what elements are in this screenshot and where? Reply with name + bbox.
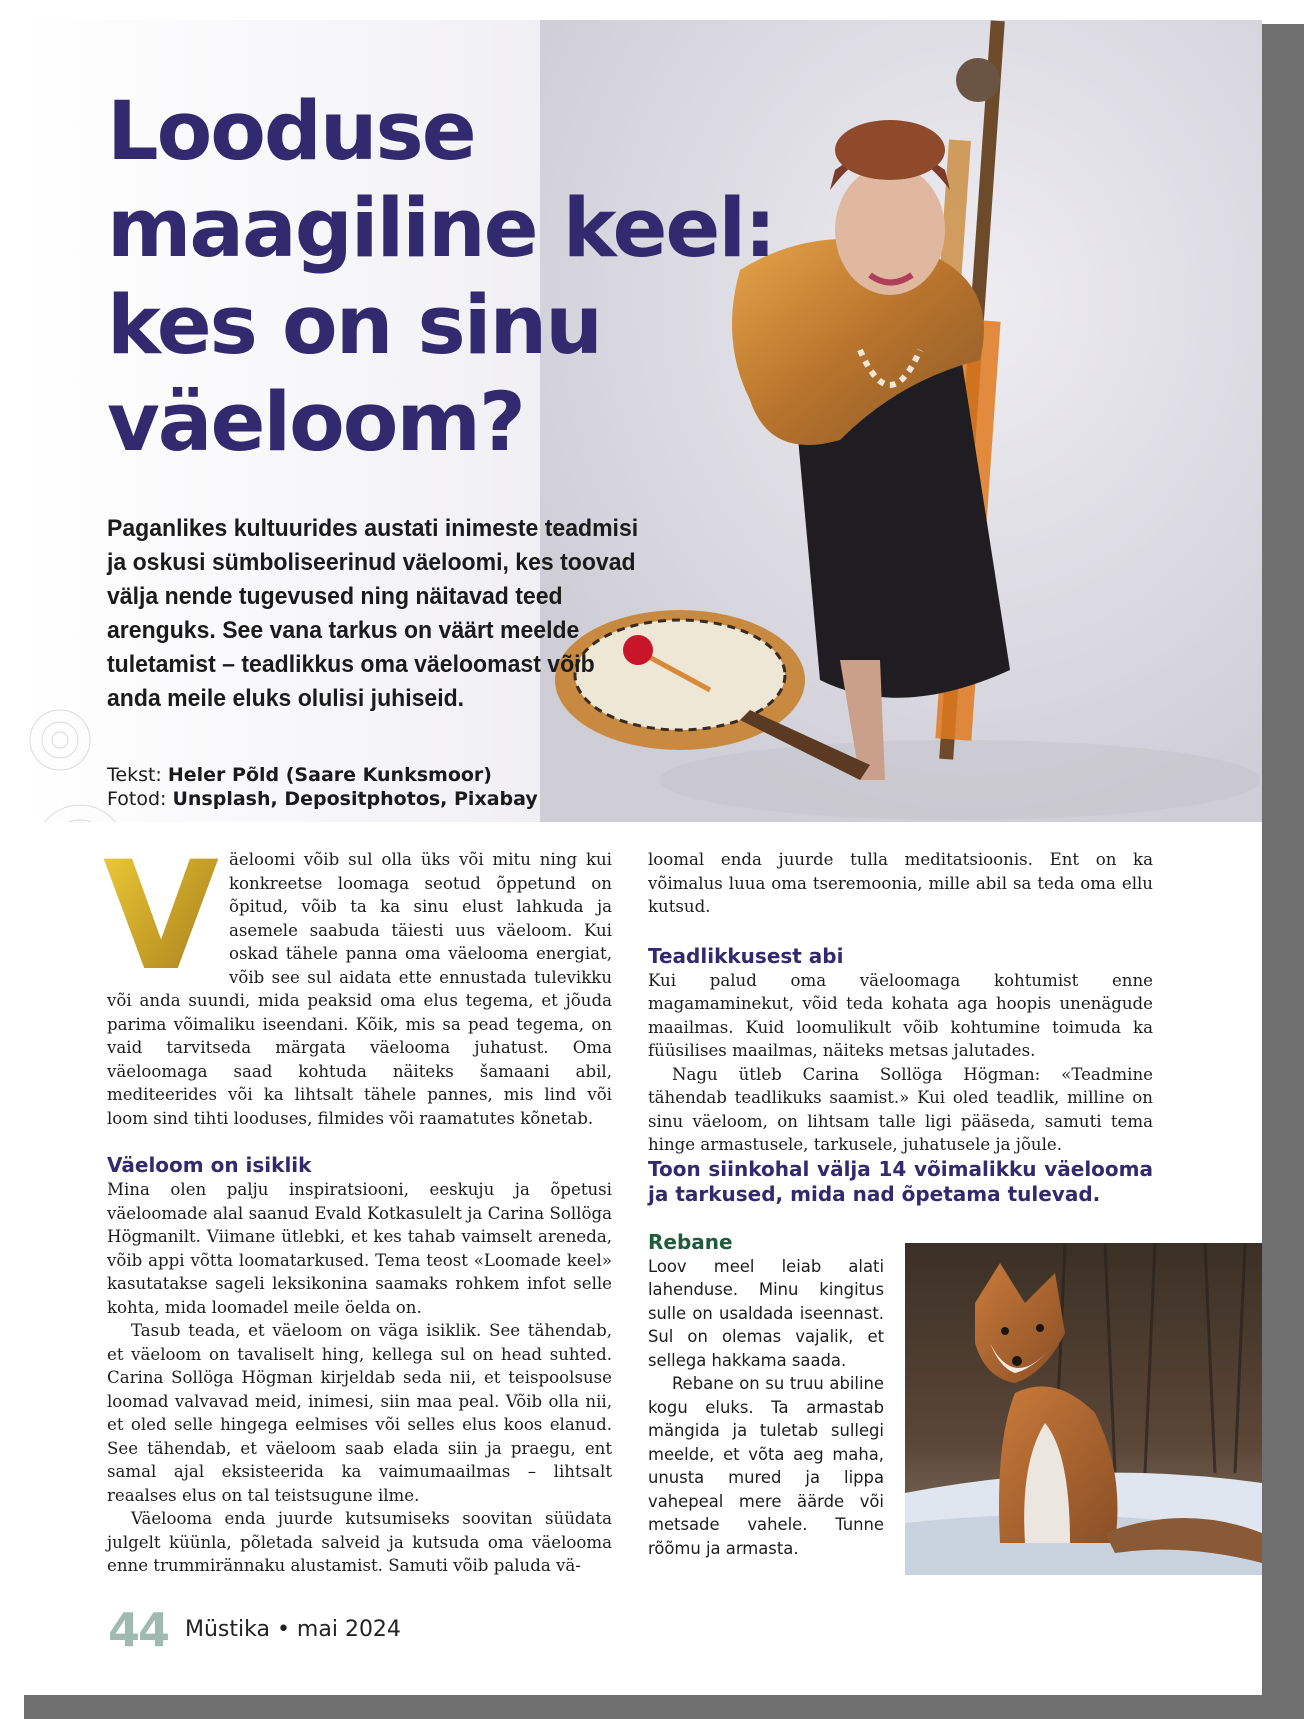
- fox-section: [648, 1229, 884, 1561]
- animal-heading-fox: Rebane: [648, 1229, 733, 1254]
- callout-heading: Toon siinkohal välja 14 võimalikku väelooma ja tarkused, mida nad õpetama tulevad.: [648, 1156, 1153, 1206]
- dropcap-letter: [103, 852, 219, 976]
- lead-paragraph: Paganlikes kultuurides austati inimeste teadmisi ja oskusi sümboliseerinud väeloomi, kes toovad välja nende tugevused ning näitavad teed arenguks. See vana tarkus on väärt meelde tuletamist – teadlikkus oma väeloomast võib anda meile eluks olulisi juhiseid.: [107, 515, 639, 712]
- photo-credit-label: Fotod:: [107, 788, 167, 810]
- svg-text:V: V: [103, 852, 219, 976]
- paragraph-inspiration: Mina olen palju inspiratsiooni, eeskuju ja õpetusi väeloomade alal saanud Evald Kotkasulelt ja Carina Sollöga Högmanilt. Viimane ütlebki, et kes tahab vaimselt areneda, võib appi võtta loomatarkused. Tema teost «Loomade keel» kasutatakse sageli leksikonina saamaks rohkem infot selle kohta, mida loomadel meile öelda on.: [107, 1180, 612, 1317]
- text-credit-label: Tekst:: [107, 764, 162, 786]
- fox-photo: [905, 1243, 1262, 1575]
- paragraph-continued: loomal enda juurde tulla meditatsioonis. Ent on ka võimalus luua oma tseremoonia, mille abil sa teda oma ellu kutsud.: [648, 850, 1153, 916]
- headline: Looduse maagiline keel: kes on sinu väeloom?: [107, 85, 775, 470]
- subheading-awareness: Teadlikkusest abi: [648, 943, 844, 968]
- intro-paragraph: äeloomi võib sul olla üks või mitu ning kui konkreetse loomaga seotud õppetund on õpitud, võib ta ka sinu elust lahkuda ja asemele saabuda täiesti uus väeloom. Kui oskad tähele panna oma väelooma energiat, võib see sul aidata ette ennustada tulevikku või anda suundi, mida peaksid oma elus tegema, et jõuda parima võimaliku iseendani. Kõik, mis sa pead tegema, on vaid tarvitseda märgata väelooma juhatust. Oma väeloomaga saad kohtuda näiteks šamaani abil, mediteerides või ka lihtsalt tähele pannes, mis lind või loom sind tihti looduses, filmides või raamatutes kõnetab.: [107, 850, 612, 1128]
- paragraph-personal: Tasub teada, et väeloom on väga isiklik. See tähendab, et väeloom on tavaliselt hing, kellega sul on head suhted. Carina Sollöga Högman kirjeldab seda nii, et teispoolsuse loomad valvavad meid, inimesi, siin maa peal. Võib olla nii, et oled selle hingega eelmises või selles elus koos elanud. See tähendab, et väeloom saab elada siin ja praegu, ent samal ajal eksisteerida ka vaimumaailmas – lihtsalt reaalses elus on tal teistsugune ilme.: [107, 1321, 612, 1505]
- text-credit-author: Heler Põld (Saare Kunksmoor): [167, 764, 492, 786]
- paragraph-quote: Nagu ütleb Carina Sollöga Högman: «Teadmine tähendab teadlikuks saamist.» Kui oled teadlik, milline on sinu väeloom, on lihtsam talle ligi pääseda, samuti tema hinge armastusele, tarkusele, juhatusele ja jõule.: [648, 1064, 1153, 1154]
- page-number: 44: [108, 1603, 169, 1657]
- page-shadow-bottom: [24, 1695, 1304, 1719]
- magazine-issue: Müstika • mai 2024: [185, 1617, 401, 1642]
- page-shadow-right: [1262, 24, 1304, 1719]
- credits: [107, 763, 667, 811]
- text-credit: [107, 763, 667, 787]
- paragraph-dreams: Kui palud oma väeloomaga kohtumist enne magamaminekut, võid teda kohata aga hoopis unenägude maailmas. Kuid loomulikult võib kohtumine toimuda ka füüsilises maailmas, näiteks metsas jalutades.: [648, 970, 1153, 1060]
- hero-photo-area: [20, 20, 1262, 822]
- photo-credit: [107, 787, 667, 811]
- magazine-page: [20, 20, 1262, 1695]
- subheading-personal: Väeloom on isiklik: [107, 1153, 312, 1177]
- photo-credit-source: Unsplash, Depositphotos, Pixabay: [172, 788, 538, 810]
- fox-paragraph-2: Rebane on su truu abiline kogu eluks. Ta armastab mängida ja tuletab sullegi meelde, et võta aeg maha, unusta mured ja lippa vahepeal mere äärde või metsade vahele. Tunne rõõmu ja armasta.: [648, 1374, 884, 1558]
- paragraph-calling: Väelooma enda juurde kutsumiseks soovitan süüdata julgelt küünla, põletada salveid ja kutsuda oma väelooma enne trummirännaku alustamist. Samuti võib paluda vä-: [107, 1509, 612, 1575]
- left-column: [103, 848, 612, 1578]
- fox-paragraph-1: Loov meel leiab alati lahenduse. Minu kingitus sulle on usaldada iseennast. Sul on olemas vajalik, et sellega hakkama saada.: [648, 1256, 884, 1370]
